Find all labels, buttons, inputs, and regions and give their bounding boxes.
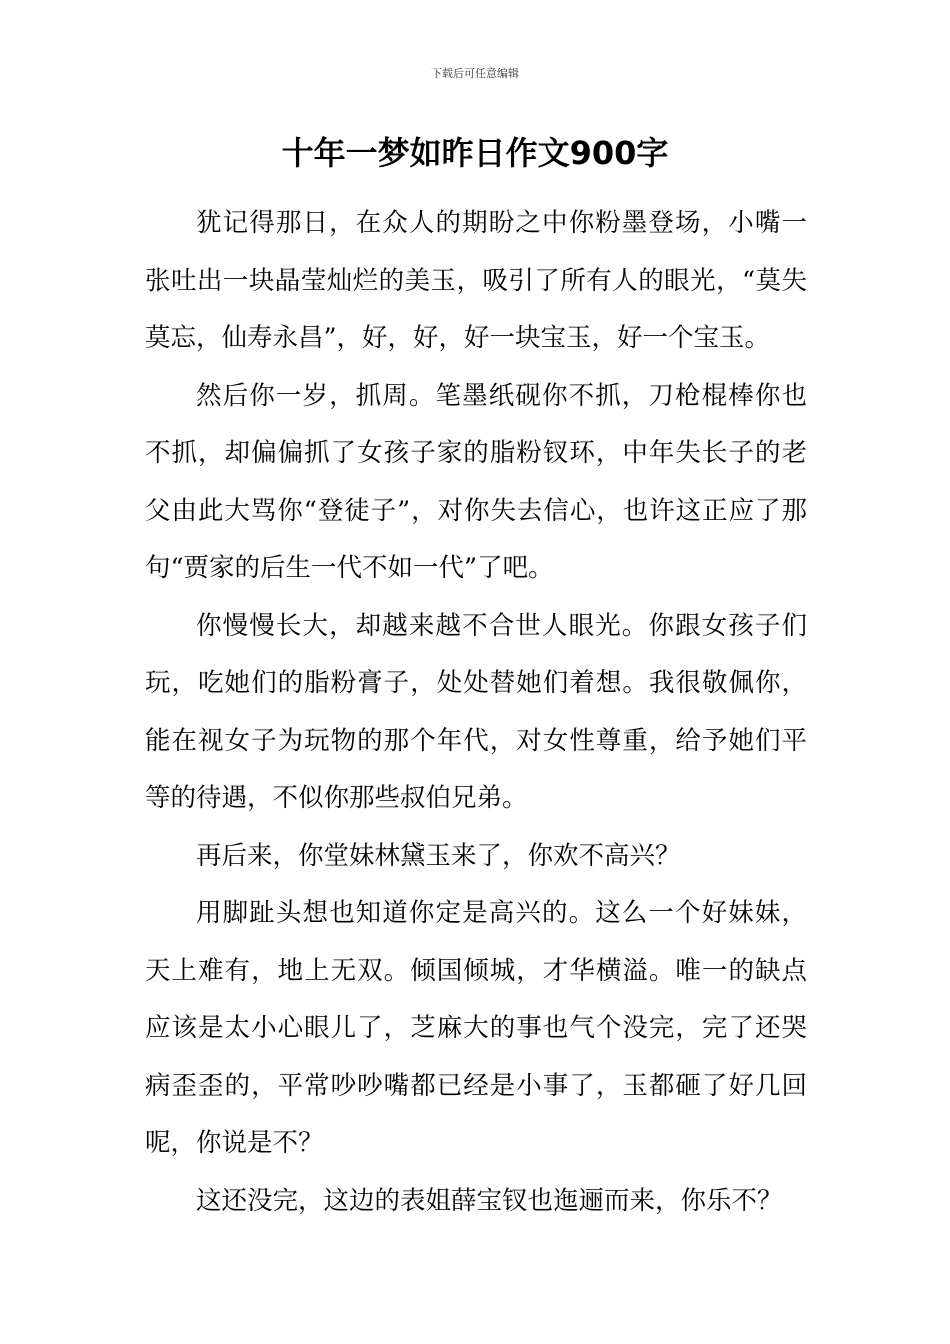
- header-note: 下载后可任意编辑: [431, 67, 519, 80]
- paragraph-3: 你慢慢长大，却越来越不合世人眼光。你跟女孩子们玩，吃她们的脂粉膏子，处处替她们着想。我很敬佩你，能在视女子为玩物的那个年代，对女性尊重，给予她们平等的待遇，不似你那些叔伯兄弟。: [145, 610, 807, 813]
- paragraph-2: 然后你一岁，抓周。笔墨纸砚你不抓，刀枪棍棒你也不抓，却偏偏抓了女孩子家的脂粉钗环，中年失长子的老父由此大骂你“登徒子”，对你失去信心，也许这正应了那句“贾家的后生一代不如一代”了吧。: [145, 380, 807, 583]
- paragraph-6: 这还没完，这边的表姐薛宝钗也迤逦而来，你乐不？: [196, 1185, 783, 1216]
- paragraph-5: 用脚趾头想也知道你定是高兴的。这么一个好妹妹，天上难有，地上无双。倾国倾城，才华横溢。唯一的缺点应该是太小心眼儿了，芝麻大的事也气个没完，完了还哭病歪歪的，平常吵吵嘴都已经是小事了，玉都砸了好几回呢，你说是不？: [145, 898, 807, 1158]
- paragraph-1: 犹记得那日，在众人的期盼之中你粉墨登场，小嘴一张吐出一块晶莹灿烂的美玉，吸引了所有人的眼光，“莫失莫忘，仙寿永昌”，好，好，好一块宝玉，好一个宝玉。: [145, 208, 807, 353]
- paragraph-4: 再后来，你堂妹林黛玉来了，你欢不高兴？: [196, 840, 681, 871]
- document-title: 十年一梦如昨日作文900字: [281, 134, 669, 172]
- document-body: [145, 195, 807, 1230]
